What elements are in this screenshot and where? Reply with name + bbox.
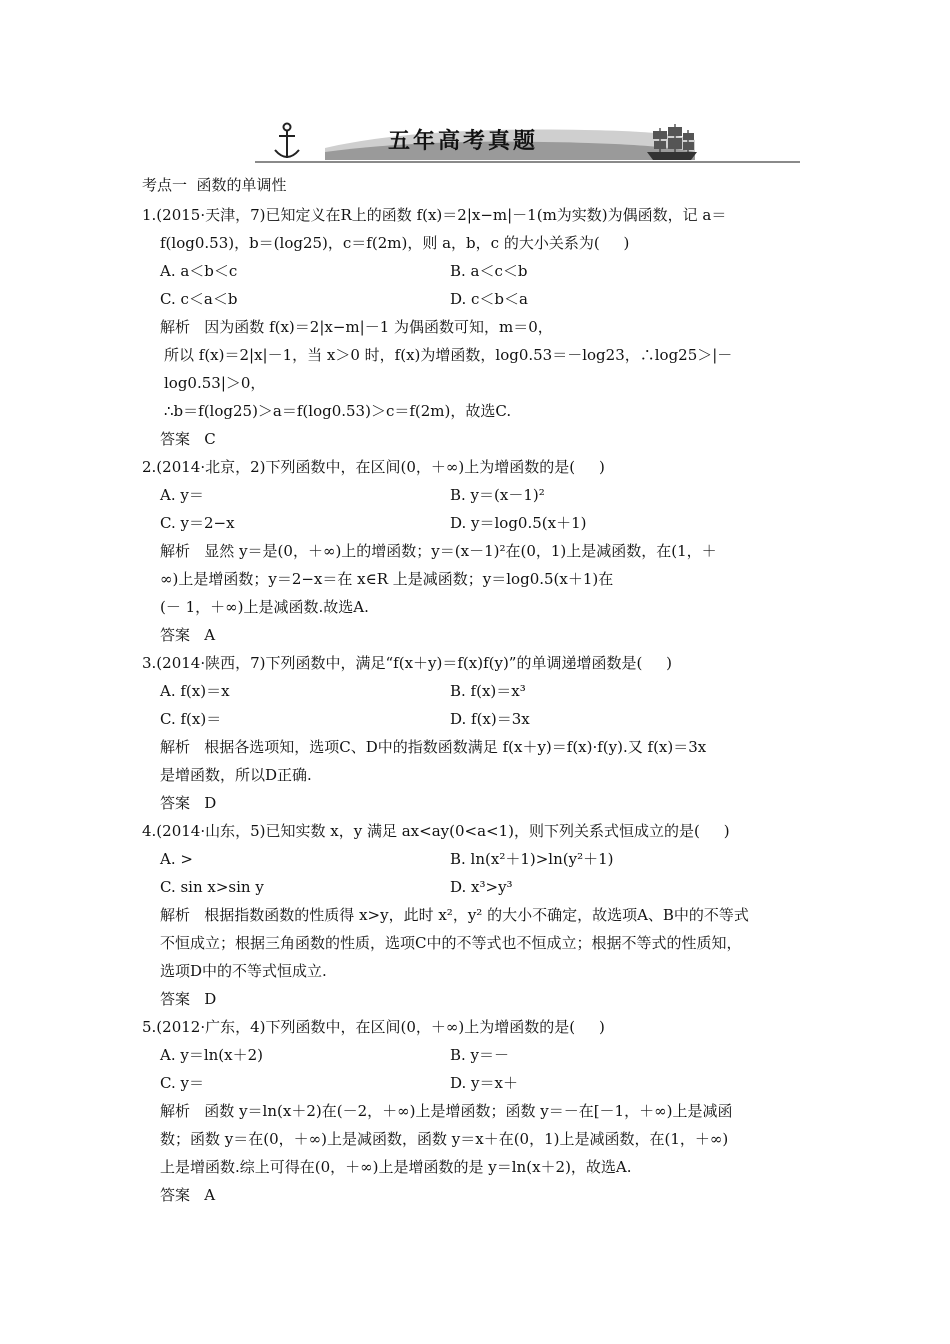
option-c: C. y＝2−x	[160, 514, 235, 532]
question-stem: 1.(2015·天津，7)已知定义在R上的函数 f(x)＝2|x−m|－1(m为实数)为偶函数，记 a＝	[142, 206, 727, 224]
option-c: C. y＝	[160, 1074, 204, 1092]
question-5	[142, 1013, 822, 1209]
options-row	[142, 1069, 822, 1097]
option-a: A. y＝ln(x＋2)	[160, 1046, 264, 1064]
section-heading: 考点一 函数的单调性	[142, 176, 287, 194]
analysis-text: log0.53|＞0，	[164, 374, 266, 392]
options-row	[142, 285, 822, 313]
option-b: B. a＜c＜b	[450, 262, 528, 280]
analysis-text: ∞)上是增函数；y＝2−x＝在 x∈R 上是减函数；y＝log0.5(x＋1)在	[160, 570, 614, 588]
analysis-text: 不恒成立；根据三角函数的性质，选项C中的不等式也不恒成立；根据不等式的性质知，	[160, 934, 742, 952]
analysis-text: 选项D中的不等式恒成立.	[160, 962, 327, 980]
answer-text: 答案 D	[160, 794, 217, 812]
answer-text: 答案 C	[160, 430, 216, 448]
analysis-text: 是增函数，所以D正确.	[160, 766, 312, 784]
answer-text: 答案 D	[160, 990, 217, 1008]
option-a: A. a＜b＜c	[160, 262, 238, 280]
question-stem: 5.(2012·广东，4)下列函数中，在区间(0，＋∞)上为增函数的是( )	[142, 1018, 605, 1036]
answer-text: 答案 A	[160, 1186, 216, 1204]
options-row	[142, 873, 822, 901]
option-d: D. y＝log0.5(x＋1)	[450, 514, 587, 532]
question-stem: 4.(2014·山东，5)已知实数 x，y 满足 ax<ay(0<a<1)，则下列关系式恒成立的是( )	[142, 822, 730, 840]
question-stem: 2.(2014·北京，2)下列函数中，在区间(0，＋∞)上为增函数的是( )	[142, 458, 605, 476]
analysis-text: ∴b＝f(log25)＞a＝f(log0.53)＞c＝f(2m)，故选C.	[164, 402, 512, 420]
analysis-text: 解析 根据各选项知，选项C、D中的指数函数满足 f(x＋y)＝f(x)·f(y).又 f(x)＝3x	[160, 738, 707, 756]
analysis-text: 解析 显然 y＝是(0，＋∞)上的增函数；y＝(x－1)²在(0，1)上是减函数，在(1，＋	[160, 542, 717, 560]
analysis-text: (－ 1，＋∞)上是减函数.故选A.	[160, 598, 369, 616]
option-b: B. f(x)＝x³	[450, 682, 526, 700]
analysis-text: 解析 根据指数函数的性质得 x>y，此时 x²，y² 的大小不确定，故选项A、B中的不等式	[160, 906, 749, 924]
question-1	[142, 201, 822, 453]
question-stem: 3.(2014·陕西，7)下列函数中，满足“f(x＋y)＝f(x)f(y)”的单调递增函数是( )	[142, 654, 673, 672]
analysis-text: 数；函数 y＝在(0，＋∞)上是减函数，函数 y＝x＋在(0，1)上是减函数，在(1，＋∞)	[160, 1130, 729, 1148]
option-a: A. f(x)＝x	[160, 682, 230, 700]
option-d: D. f(x)＝3x	[450, 710, 530, 728]
options-row	[142, 509, 822, 537]
answer-text: 答案 A	[160, 626, 216, 644]
analysis-text: 解析 因为函数 f(x)＝2|x−m|－1 为偶函数可知，m＝0，	[160, 318, 553, 336]
analysis-text: 所以 f(x)＝2|x|－1，当 x＞0 时，f(x)为增函数，log0.53＝－log23，∴log25＞|－	[164, 346, 733, 364]
option-b: B. y＝(x－1)²	[450, 486, 545, 504]
analysis-text: 上是增函数.综上可得在(0，＋∞)上是增函数的是 y＝ln(x＋2)，故选A.	[160, 1158, 632, 1176]
option-a: A. >	[160, 850, 193, 868]
question-2	[142, 453, 822, 649]
options-row	[142, 1041, 822, 1069]
option-c: C. sin x>sin y	[160, 878, 264, 896]
options-row	[142, 481, 822, 509]
option-d: D. x³>y³	[450, 878, 513, 896]
document-body	[142, 173, 822, 1209]
options-row	[142, 257, 822, 285]
option-c: C. c＜a＜b	[160, 290, 238, 308]
option-d: D. c＜b＜a	[450, 290, 528, 308]
question-3	[142, 649, 822, 817]
options-row	[142, 845, 822, 873]
question-stem: f(log0.53)，b＝(log25)，c＝f(2m)，则 a，b，c 的大小关系为( )	[160, 234, 630, 252]
option-a: A. y＝	[160, 486, 204, 504]
anchor-icon	[275, 124, 299, 159]
question-4	[142, 817, 822, 1013]
option-d: D. y＝x＋	[450, 1074, 518, 1092]
banner-title: 五年高考真题	[388, 129, 539, 154]
option-b: B. y＝－	[450, 1046, 510, 1064]
options-row	[142, 705, 822, 733]
analysis-text: 解析 函数 y＝ln(x＋2)在(－2，＋∞)上是增函数；函数 y＝－在[－1，＋∞)上是减函	[160, 1102, 733, 1120]
option-c: C. f(x)＝	[160, 710, 222, 728]
option-b: B. ln(x²＋1)>ln(y²＋1)	[450, 850, 614, 868]
options-row	[142, 677, 822, 705]
ship-icon	[647, 124, 697, 160]
